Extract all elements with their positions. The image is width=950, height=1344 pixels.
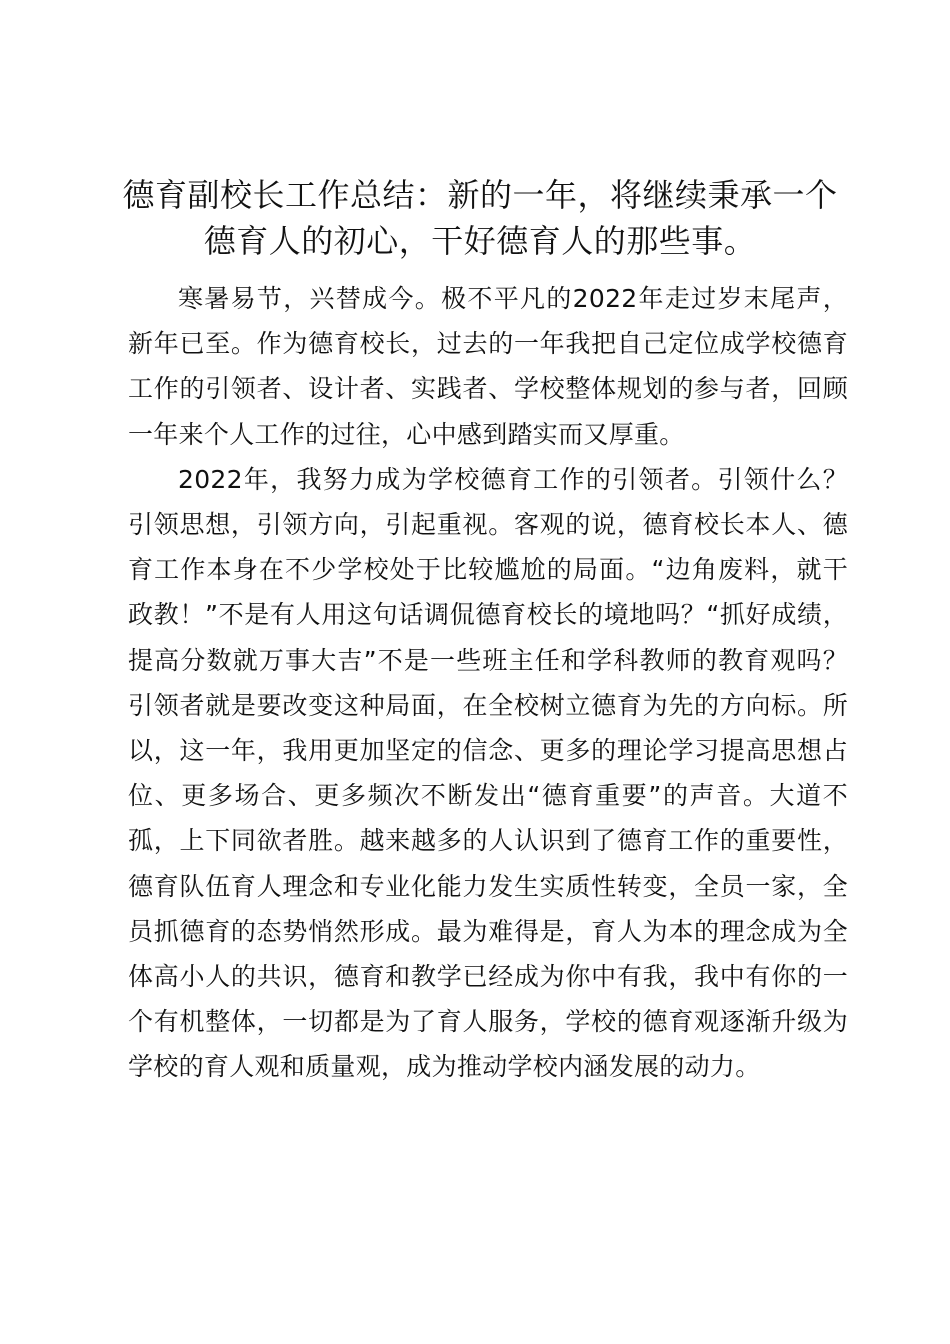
paragraph-2: 2022年，我努力成为学校德育工作的引领者。引领什么？引领思想，引领方向，引起重视。客观的说，德育校长本人、德育工作本身在不少学校处于比较尴尬的局面。“边角废料，就干政教！”不是有人用这句话调侃德育校长的境地吗？“抓好成绩，提高分数就万事大吉”不是一些班主任和学科教师的教育观吗？引领者就是要改变这种局面，在全校树立德育为先的方向标。所以，这一年，我用更加坚定的信念、更多的理论学习提高思想占位、更多场合、更多频次不断发出“德育重要”的声音。大道不孤，上下同欲者胜。越来越多的人认识到了德育工作的重要性，德育队伍育人理念和专业化能力发生实质性转变，全员一家，全员抓德育的态势悄然形成。最为难得是，育人为本的理念成为全体高小人的共识，德育和教学已经成为你中有我，我中有你的一个有机整体，一切都是为了育人服务，学校的德育观逐渐升级为学校的育人观和质量观，成为推动学校内涵发展的动力。 xyxy=(128,464,848,1082)
paragraph-1: 寒暑易节，兴替成今。极不平凡的2022年走过岁末尾声，新年已至。作为德育校长，过去的一年我把自己定位成学校德育工作的引领者、设计者、实践者、学校整体规划的参与者，回顾一年来个人工作的过往，心中感到踏实而又厚重。 xyxy=(128,284,848,449)
document-body xyxy=(128,276,848,1090)
document-title: 德育副校长工作总结：新的一年，将继续秉承一个德育人的初心，干好德育人的那些事。 xyxy=(122,176,838,260)
